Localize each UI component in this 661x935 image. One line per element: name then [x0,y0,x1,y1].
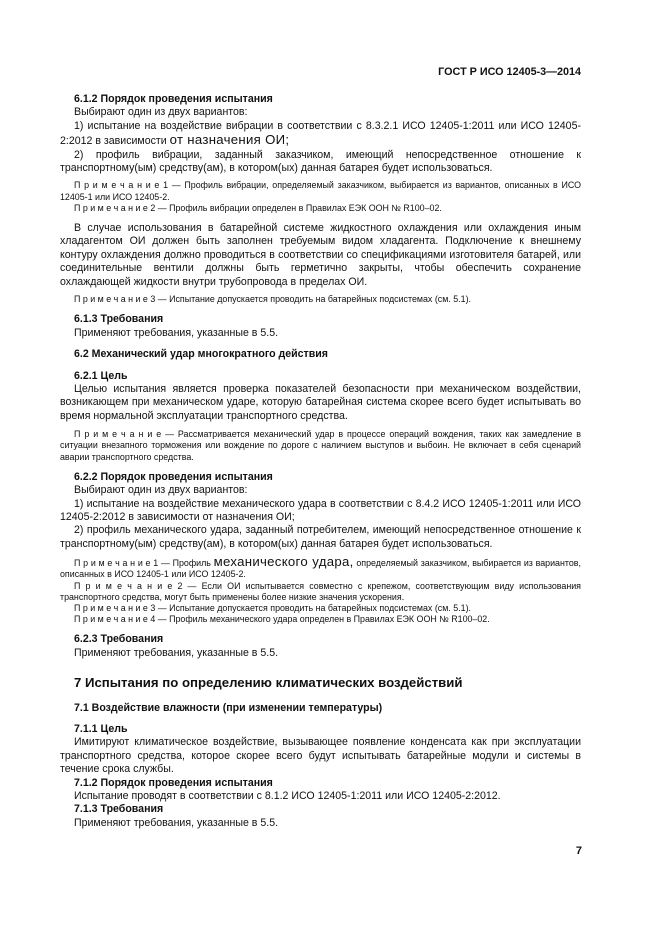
note-label: П р и м е ч а н и е 2 [74,580,183,591]
option-1-text: 1) испытание на воздействие вибрации в соответствии с 8.3.2.1 ИСО 12405-1:2011 или ИСО 12405-2:2012 в зависимости [60,119,581,148]
heading-6-2-3: 6.2.3 Требования [74,633,164,646]
document-code-header: ГОСТ Р ИСО 12405-3—2014 [438,66,581,78]
note-label: П р и м е ч а н и е 2 [74,202,156,213]
note-6-2-1 [60,429,581,463]
paragraph-intro-6-1-2: Выбирают один из двух вариантов: [74,106,248,119]
paragraph-6-2-1: Целью испытания является проверка показателей безопасности при механическом воздействии, возникающем при механическом ударе, которую батарейная система скорее всего будет испытывать во время нормальной эксплуатации транспортного средства. [60,382,581,422]
option-1-6-1-2 [60,120,581,149]
note-text: — Рассматривается механический удар в процессе операций вождения, таких как замедление в ситуации внезапного торможения или вождение по дороге с наличием выступов и выбоин. Не включает в себя сценарий аварии транспортного средства. [60,429,582,462]
note-text: — Испытание допускается проводить на батарейных подсистемах (см. 5.1). [155,294,472,305]
heading-6-2-2: 6.2.2 Порядок проведения испытания [74,470,273,483]
option-1-emphasis: от назначения ОИ; [169,132,290,148]
note-1-6-2-2 [60,556,581,580]
paragraph-cooling: В случае использования в батарейной системе жидкостного охлаждения или охлаждения иным хладагентом ОИ должен быть заполнен требуемым видом хладагента. Подключение к внешнему контуру охлаждения должно проводиться в соответствии со спецификациями изготовителя батарей, или соединительные вентили должны быть герметично закрыты, чтобы обеспечить сохранение охлаждающей жидкости внутри трубопровода в пределах ОИ. [60,222,581,288]
note-label: П р и м е ч а н и е [74,429,162,440]
heading-6-2: 6.2 Механический удар многократного действия [74,348,328,361]
paragraph-6-2-3: Применяют требования, указанные в 5.5. [74,646,279,659]
paragraph-7-1-1: Имитируют климатическое воздействие, вызывающее появление конденсата как при эксплуатации транспортного средства, которое скорее всего будут испытывать батарейные модули и системы в течение срока службы. [60,736,581,776]
note-text: — Профиль механического удара определен в Правилах ЕЭК ООН № R100–02. [155,614,490,625]
heading-6-2-1: 6.2.1 Цель [74,369,128,382]
note-3-6-2-2 [60,603,581,614]
note-label: П р и м е ч а н и е 1 [74,180,169,191]
note-text: — Испытание допускается проводить на батарейных подсистемах (см. 5.1). [155,602,472,613]
option-2-6-2-2: 2) профиль механического удара, заданный потребителем, имеющий непосредственное отношение к транспортному(ым) средству(ам), в котором(ых) данная батарея будет использоваться. [60,524,581,550]
paragraph-6-1-3: Применяют требования, указанные в 5.5. [74,326,279,339]
paragraph-intro-6-2-2: Выбирают один из двух вариантов: [74,484,248,497]
note-label: П р и м е ч а н и е 4 [74,614,156,625]
note-text: — Профиль [158,558,214,569]
note-text: определяемый заказчиком, выбирается из вариантов, описанных в ИСО 12405-1 или ИСО 12405-2. [60,558,581,580]
paragraph-7-1-3: Применяют требования, указанные в 5.5. [74,816,279,829]
note-2-6-2-2 [60,581,581,603]
note-1-6-1-2 [60,180,581,202]
note-label: П р и м е ч а н и е 3 [74,294,156,305]
option-2-6-1-2: 2) профиль вибрации, заданный заказчиком, имеющий непосредственное отношение к транспортному(ым) средству(ам), в котором(ых) данная батарея будет использоваться. [60,148,581,175]
note-label: П р и м е ч а н и е 1 [74,558,159,569]
note-3-6-1-2 [60,294,581,305]
note-2-6-1-2 [60,203,581,214]
page-number: 7 [575,845,582,857]
heading-6-1-3: 6.1.3 Требования [74,313,164,326]
heading-7-1-2: 7.1.2 Порядок проведения испытания [74,776,273,789]
heading-7-1: 7.1 Воздействие влажности (при изменении температуры) [74,701,383,714]
heading-7-1-1: 7.1.1 Цель [74,723,128,736]
note-4-6-2-2 [60,614,581,625]
note-text: — Профиль вибрации, определяемый заказчиком, выбирается из вариантов, описанных в ИСО 12405-1 или ИСО 12405-2. [60,180,582,202]
heading-7-1-3: 7.1.3 Требования [74,803,164,816]
note-emphasis: механического удара, [213,554,354,570]
note-label: П р и м е ч а н и е 3 [74,602,156,613]
heading-section-7: 7 Испытания по определению климатических воздействий [74,675,463,691]
option-1-6-2-2: 1) испытание на воздействие механического удара в соответствии с 8.4.2 ИСО 12405-1:2011 или ИСО 12405-2:2012 в зависимости от назначения ОИ; [60,497,581,523]
note-text: — Если ОИ испытывается совместно с крепежом, соответствующим виду использования транспортного средства, могут быть применены более низкие значения ускорения. [60,580,581,602]
paragraph-7-1-2: Испытание проводят в соответствии с 8.1.2 ИСО 12405-1:2011 или ИСО 12405-2:2012. [74,790,501,803]
page-content [60,93,581,830]
heading-6-1-2: 6.1.2 Порядок проведения испытания [74,93,273,105]
note-text: — Профиль вибрации определен в Правилах ЕЭК ООН № R100–02. [155,202,442,213]
